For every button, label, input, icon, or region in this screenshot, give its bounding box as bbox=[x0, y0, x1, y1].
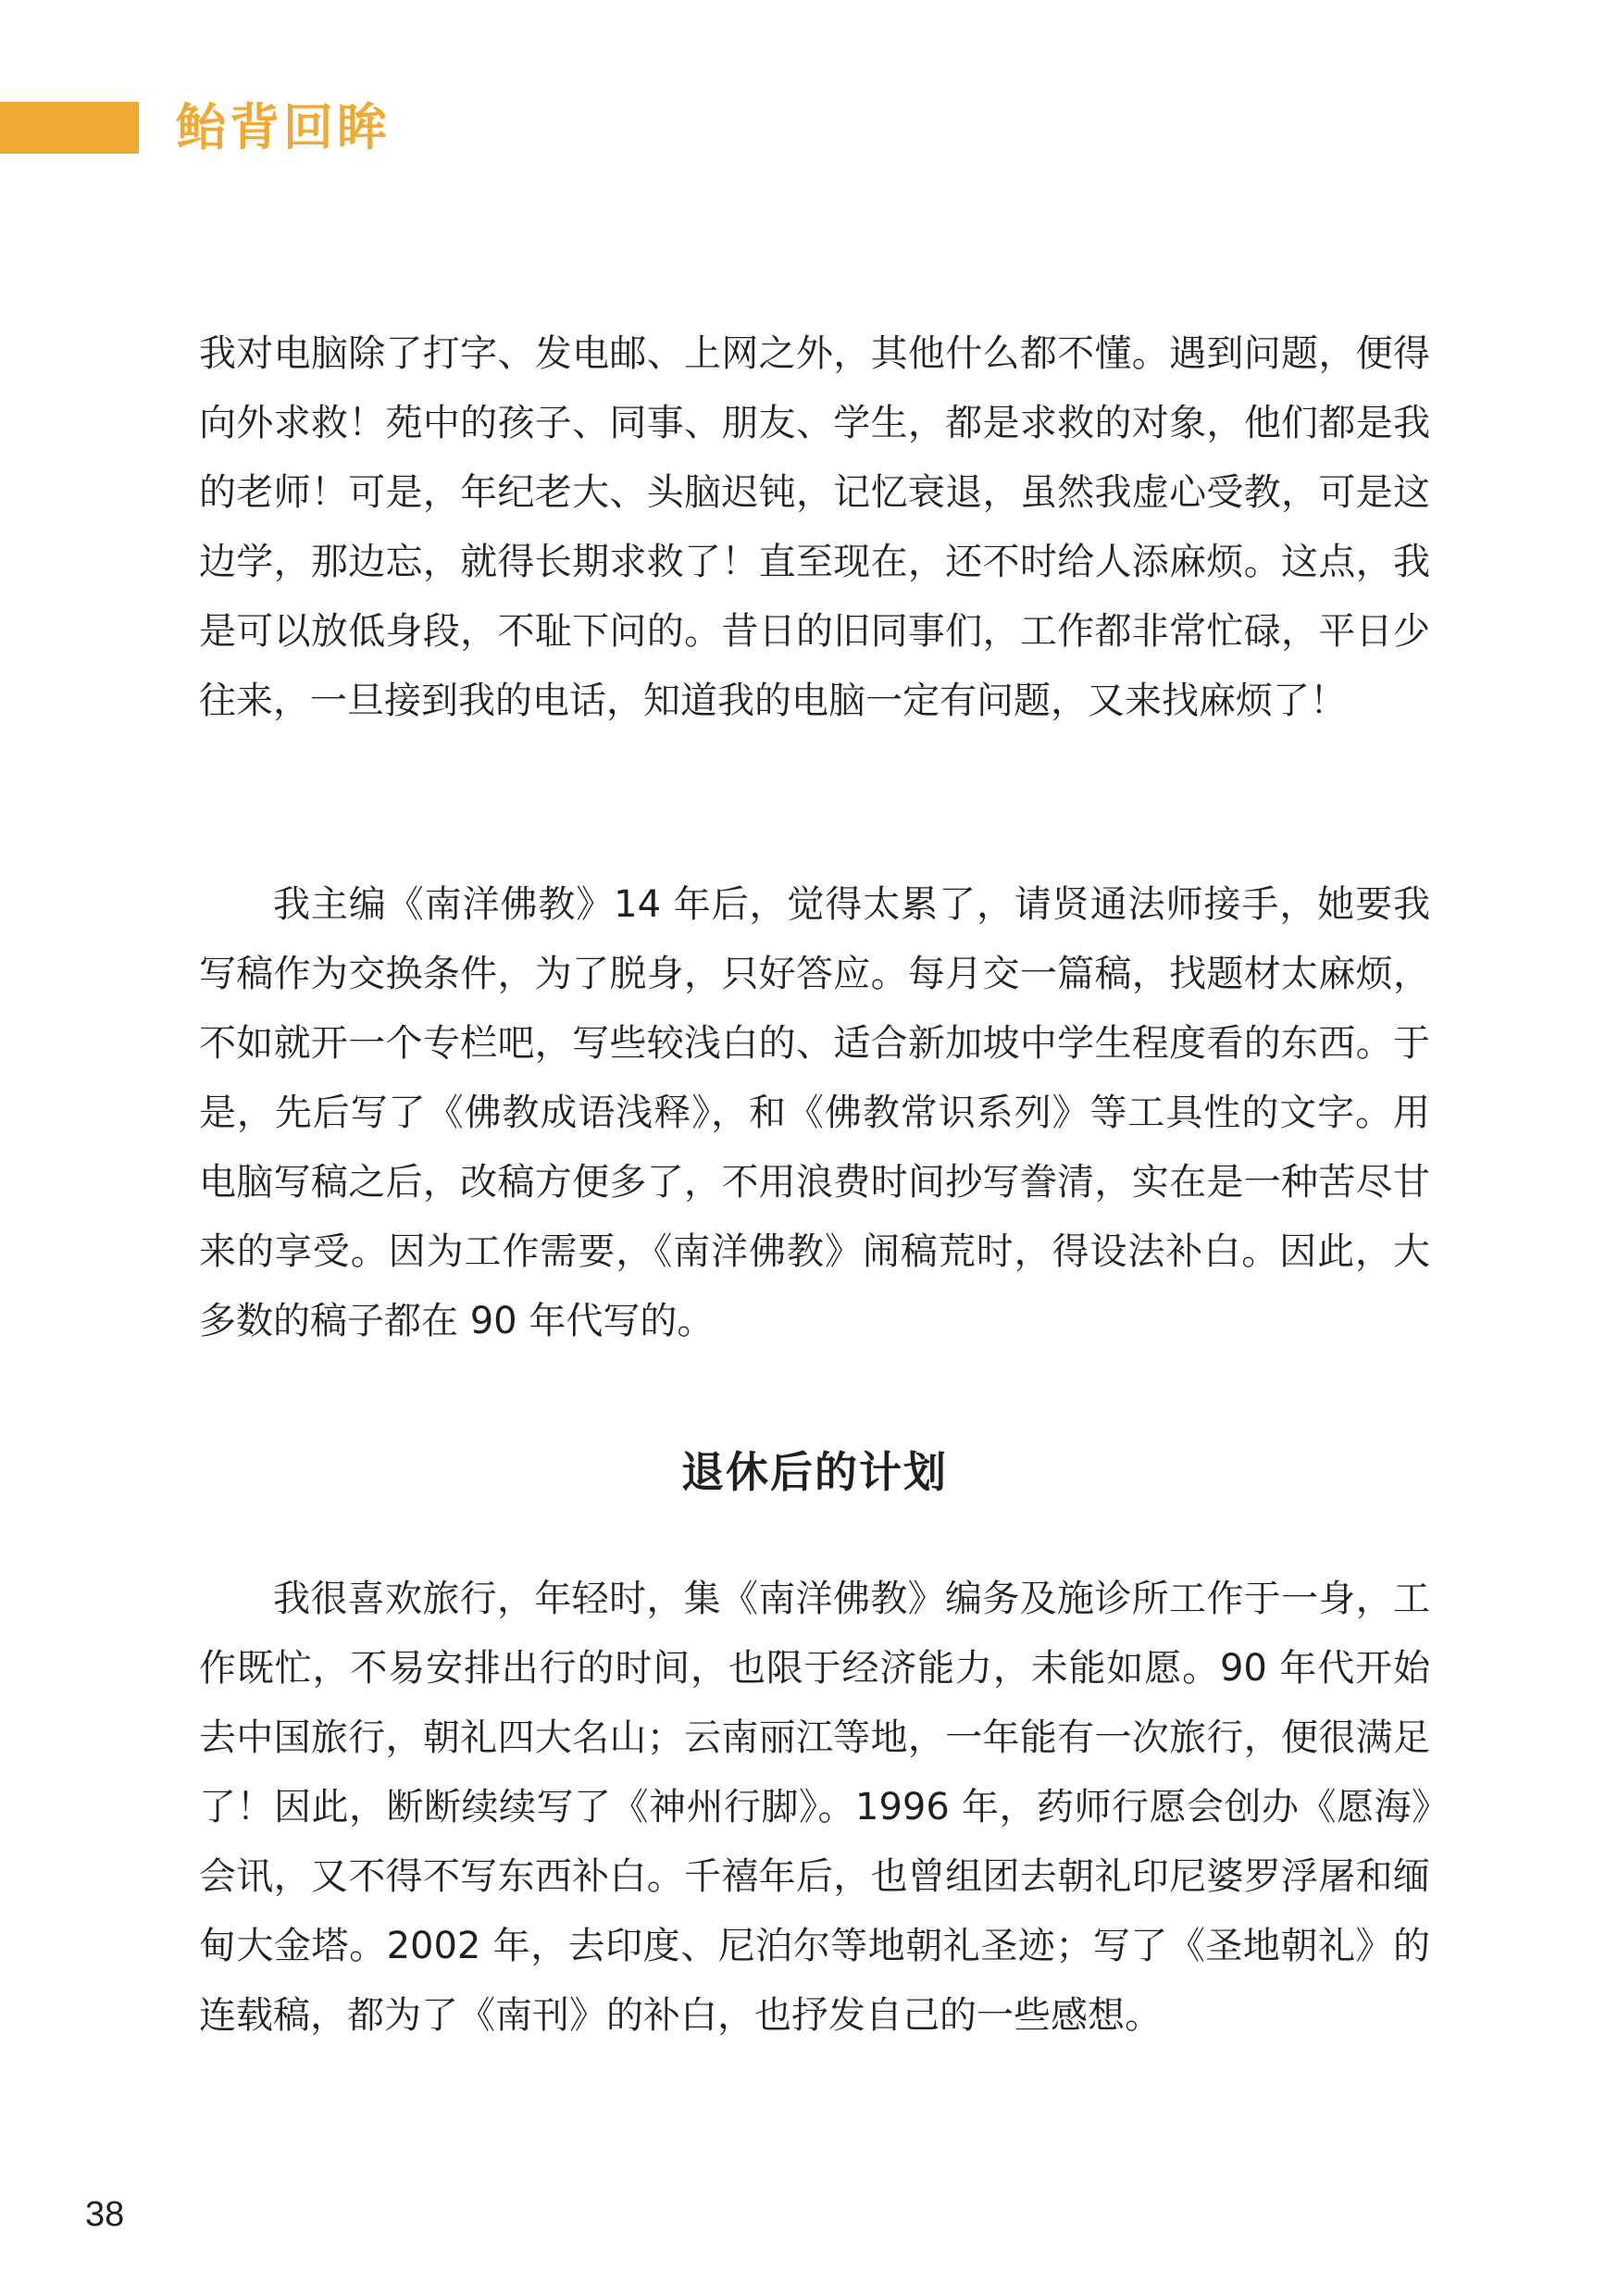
body-paragraph: 我很喜欢旅行，年轻时，集《南洋佛教》编务及施诊所工作于一身，工作既忙，不易安排出行的时间，也限于经济能力，未能如愿。90 年代开始去中国旅行，朝礼四大名山；云南丽江等地，一年能有一次旅行，便很满足了！因此，断断续续写了《神州行脚》。1996 年，药师行愿会创办《愿海》会讯，又不得不写东西补白。千禧年后，也曾组团去朝礼印尼婆罗浮屠和缅甸大金塔。2002 年，去印度、尼泊尔等地朝礼圣迹；写了《圣地朝礼》的连载稿，都为了《南刊》的补白，也抒发自己的一些感想。 bbox=[199, 1578, 1430, 2037]
chapter-title: 鲐背回眸 bbox=[176, 98, 391, 156]
body-paragraph: 我主编《南洋佛教》14 年后，觉得太累了，请贤通法师接手，她要我写稿作为交换条件，为了脱身，只好答应。每月交一篇稿，找题材太麻烦，不如就开一个专栏吧，写些较浅白的、适合新加坡中学生程度看的东西。于是，先后写了《佛教成语浅释》，和《佛教常识系列》等工具性的文字。用电脑写稿之后，改稿方便多了，不用浪费时间抄写誊清，实在是一种苦尽甘来的享受。因为工作需要，《南洋佛教》闹稿荒时，得设法补白。因此，大多数的稿子都在 90 年代写的。 bbox=[199, 883, 1430, 1342]
body-paragraph: 我对电脑除了打字、发电邮、上网之外，其他什么都不懂。遇到问题，便得向外求救！苑中的孩子、同事、朋友、学生，都是求救的对象，他们都是我的老师！可是，年纪老大、头脑迟钝，记忆衰退，虽然我虚心受教，可是这边学，那边忘，就得长期求救了！直至现在，还不时给人添麻烦。这点，我是可以放低身段，不耻下问的。昔日的旧同事们，工作都非常忙碌，平日少往来，一旦接到我的电话，知道我的电脑一定有问题，又来找麻烦了！ bbox=[199, 332, 1430, 722]
header-accent-bar bbox=[0, 102, 139, 154]
page-number: 38 bbox=[85, 2195, 125, 2234]
section-heading: 退休后的计划 bbox=[681, 1447, 948, 1497]
